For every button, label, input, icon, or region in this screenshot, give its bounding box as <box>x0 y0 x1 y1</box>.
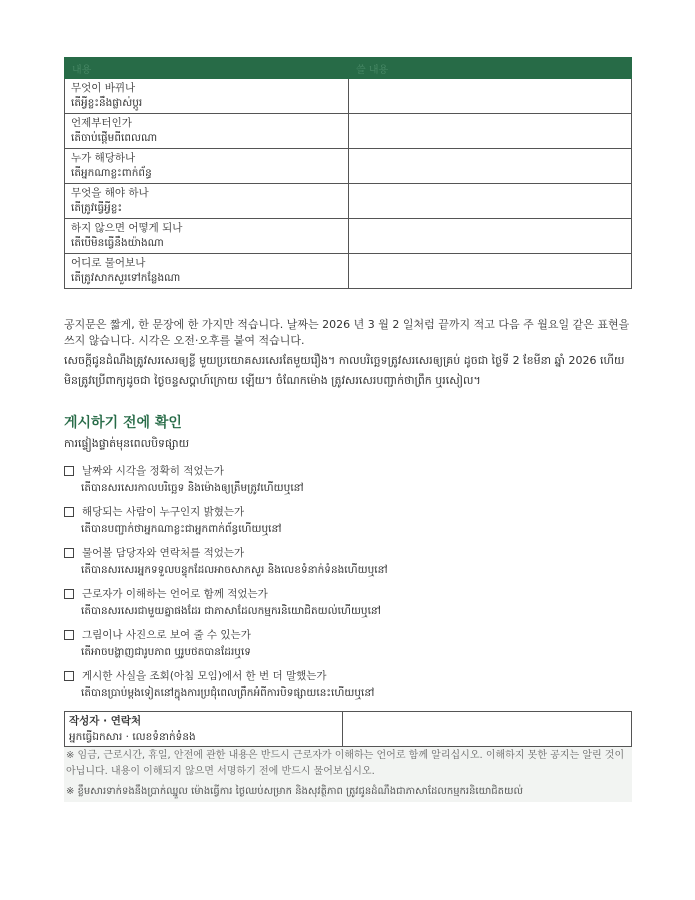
checklist-item-km: តើបានសរសេរជាមួយគ្នាផងដែរ ជាភាសាដែលកម្មករនិយោជិតយល់ហើយឬនៅ <box>81 605 381 617</box>
row-value-cell[interactable] <box>349 184 632 219</box>
checkbox-icon[interactable] <box>64 507 74 517</box>
row-label-ko: 누가 해당하나 <box>71 152 136 164</box>
checkbox-icon[interactable] <box>64 548 74 558</box>
row-value-cell[interactable] <box>349 79 632 114</box>
footnotes <box>64 747 632 802</box>
table-row <box>65 149 632 184</box>
checklist-item-km: តើបានសរសេរកាលបរិច្ឆេទ និងម៉ោងឲ្យត្រឹមត្រូវហើយឬនៅ <box>81 482 304 494</box>
instructions-paragraph <box>64 317 632 391</box>
row-label-cell <box>65 254 349 289</box>
notice-content-table <box>64 57 632 289</box>
checklist-item-ko: 해당되는 사람이 누구인지 밝혔는가 <box>82 506 245 518</box>
row-label-km: តើបើមិនធ្វើនឹងយ៉ាងណា <box>71 237 164 249</box>
row-value-cell[interactable] <box>349 219 632 254</box>
checklist-item-ko: 게시한 사실을 조회(아침 모임)에서 한 번 더 말했는가 <box>82 670 327 682</box>
row-label-ko: 언제부터인가 <box>71 117 132 129</box>
checkbox-icon[interactable] <box>64 630 74 640</box>
checklist-item <box>64 586 632 621</box>
row-label-ko: 하지 않으면 어떻게 되나 <box>71 222 183 234</box>
table-row <box>65 114 632 149</box>
row-label-km: តើចាប់ផ្តើមពីពេលណា <box>71 132 158 144</box>
checklist-title: 게시하기 전에 확인 <box>64 415 182 431</box>
instructions-ko: 공지문은 짧게, 한 문장에 한 가지만 적습니다. 날짜는 2026 년 3 월 2 일처럼 끝까지 적고 다음 주 월요일 같은 표현을 쓰지 않습니다. 시각은 오전·오후를 붙여 적습니다. <box>64 318 630 347</box>
row-label-cell <box>65 114 349 149</box>
table-header-content: 쓸 내용 <box>349 58 632 79</box>
row-value-cell[interactable] <box>349 254 632 289</box>
signature-row <box>65 712 632 747</box>
checklist-item <box>64 463 632 498</box>
table-row <box>65 254 632 289</box>
checkbox-icon[interactable] <box>64 671 74 681</box>
checklist-item-ko: 날짜와 시각을 정확히 적었는가 <box>82 465 224 477</box>
row-label-km: តើត្រូវធ្វើអ្វីខ្លះ <box>71 202 123 214</box>
signature-label-ko: 작성자 · 연락처 <box>69 714 142 727</box>
row-label-cell <box>65 184 349 219</box>
row-label-ko: 무엇이 바뀌나 <box>71 82 136 94</box>
table-row <box>65 219 632 254</box>
signature-value-cell[interactable] <box>343 712 632 747</box>
checklist-item <box>64 545 632 580</box>
checklist-item-km: តើអាចបង្ហាញជារូបភាព ឬរូបថតបានដែរឬទេ <box>81 646 251 658</box>
checklist-item <box>64 504 632 539</box>
checklist-item-km: តើបានប្រាប់ម្តងទៀតនៅក្នុងការប្រជុំពេលព្រឹកអំពីការបិទផ្សាយនេះហើយឬនៅ <box>81 687 375 699</box>
row-label-km: តើត្រូវសាកសួរទៅកន្លែងណា <box>71 272 181 284</box>
checkbox-icon[interactable] <box>64 466 74 476</box>
signature-label-cell <box>65 712 343 747</box>
table-row <box>65 79 632 114</box>
row-label-cell <box>65 79 349 114</box>
instructions-km: សេចក្តីជូនដំណឹងត្រូវសរសេរឲ្យខ្លី មួយប្រយោគសរសេរតែមួយរឿង។ កាលបរិច្ឆេទត្រូវសរសេរឲ្យគ្រប់ ដូចជា ថ្ងៃទី 2 ខែមីនា ឆ្នាំ 2026 ហើយមិនត្រូវប្រើពាក្យដូចជា ថ្ងៃចន្ទសប្តាហ៍ក្រោយ ឡើយ។ ចំណែកម៉ោង ត្រូវសរសេរបញ្ជាក់ថាព្រឹក ឬរសៀល។ <box>64 354 625 387</box>
row-label-km: តើអ្នកណាខ្លះពាក់ព័ន្ធ <box>71 167 152 179</box>
footnote-km: ※ ខ្លឹមសារទាក់ទងនឹងប្រាក់ឈ្នួល ម៉ោងធ្វើការ ថ្ងៃឈប់សម្រាក និងសុវត្ថិភាព ត្រូវជូនដំណឹងជាភាសាដែលកម្មករនិយោជិតយល់ <box>66 786 524 797</box>
row-label-km: តើអ្វីខ្លះនឹងផ្លាស់ប្តូរ <box>71 97 143 109</box>
row-label-ko: 무엇을 해야 하나 <box>71 187 149 199</box>
checklist-item <box>64 627 632 662</box>
row-value-cell[interactable] <box>349 149 632 184</box>
row-label-cell <box>65 149 349 184</box>
signature-label-km: អ្នកធ្វើឯកសារ · លេខទំនាក់ទំនង <box>69 730 196 743</box>
row-label-cell <box>65 219 349 254</box>
checklist-item <box>64 668 632 703</box>
checklist-item-ko: 그림이나 사진으로 보여 줄 수 있는가 <box>82 629 251 641</box>
checklist-subtitle: ការផ្ទៀងផ្ទាត់មុនពេលបិទផ្សាយ <box>64 437 190 450</box>
signature-table <box>64 711 632 747</box>
checkbox-icon[interactable] <box>64 589 74 599</box>
checklist-item-km: តើបានបញ្ជាក់ថាអ្នកណាខ្លះជាអ្នកពាក់ព័ន្ធហើយឬនៅ <box>81 523 282 535</box>
row-label-ko: 어디로 물어보나 <box>71 257 146 269</box>
table-row <box>65 184 632 219</box>
checklist-item-km: តើបានសរសេរអ្នកទទួលបន្ទុកដែលអាចសាកសួរ និងលេខទំនាក់ទំនងហើយឬនៅ <box>81 564 388 576</box>
footnote-ko: ※ 임금, 근로시간, 휴일, 안전에 관한 내용은 반드시 근로자가 이해하는 언어로 함께 알리십시오. 이해하지 못한 공지는 알린 것이 아닙니다. 내용이 이해되지 않으면 서명하기 전에 반드시 물어보십시오. <box>66 750 625 777</box>
checklist <box>64 463 632 703</box>
table-header-row <box>65 58 632 79</box>
checklist-item-ko: 근로자가 이해하는 언어로 함께 적었는가 <box>82 588 268 600</box>
table-header-item: 내용 <box>65 58 349 79</box>
notice-template <box>64 57 632 802</box>
row-value-cell[interactable] <box>349 114 632 149</box>
checklist-item-ko: 물어볼 담당자와 연락처를 적었는가 <box>82 547 245 559</box>
